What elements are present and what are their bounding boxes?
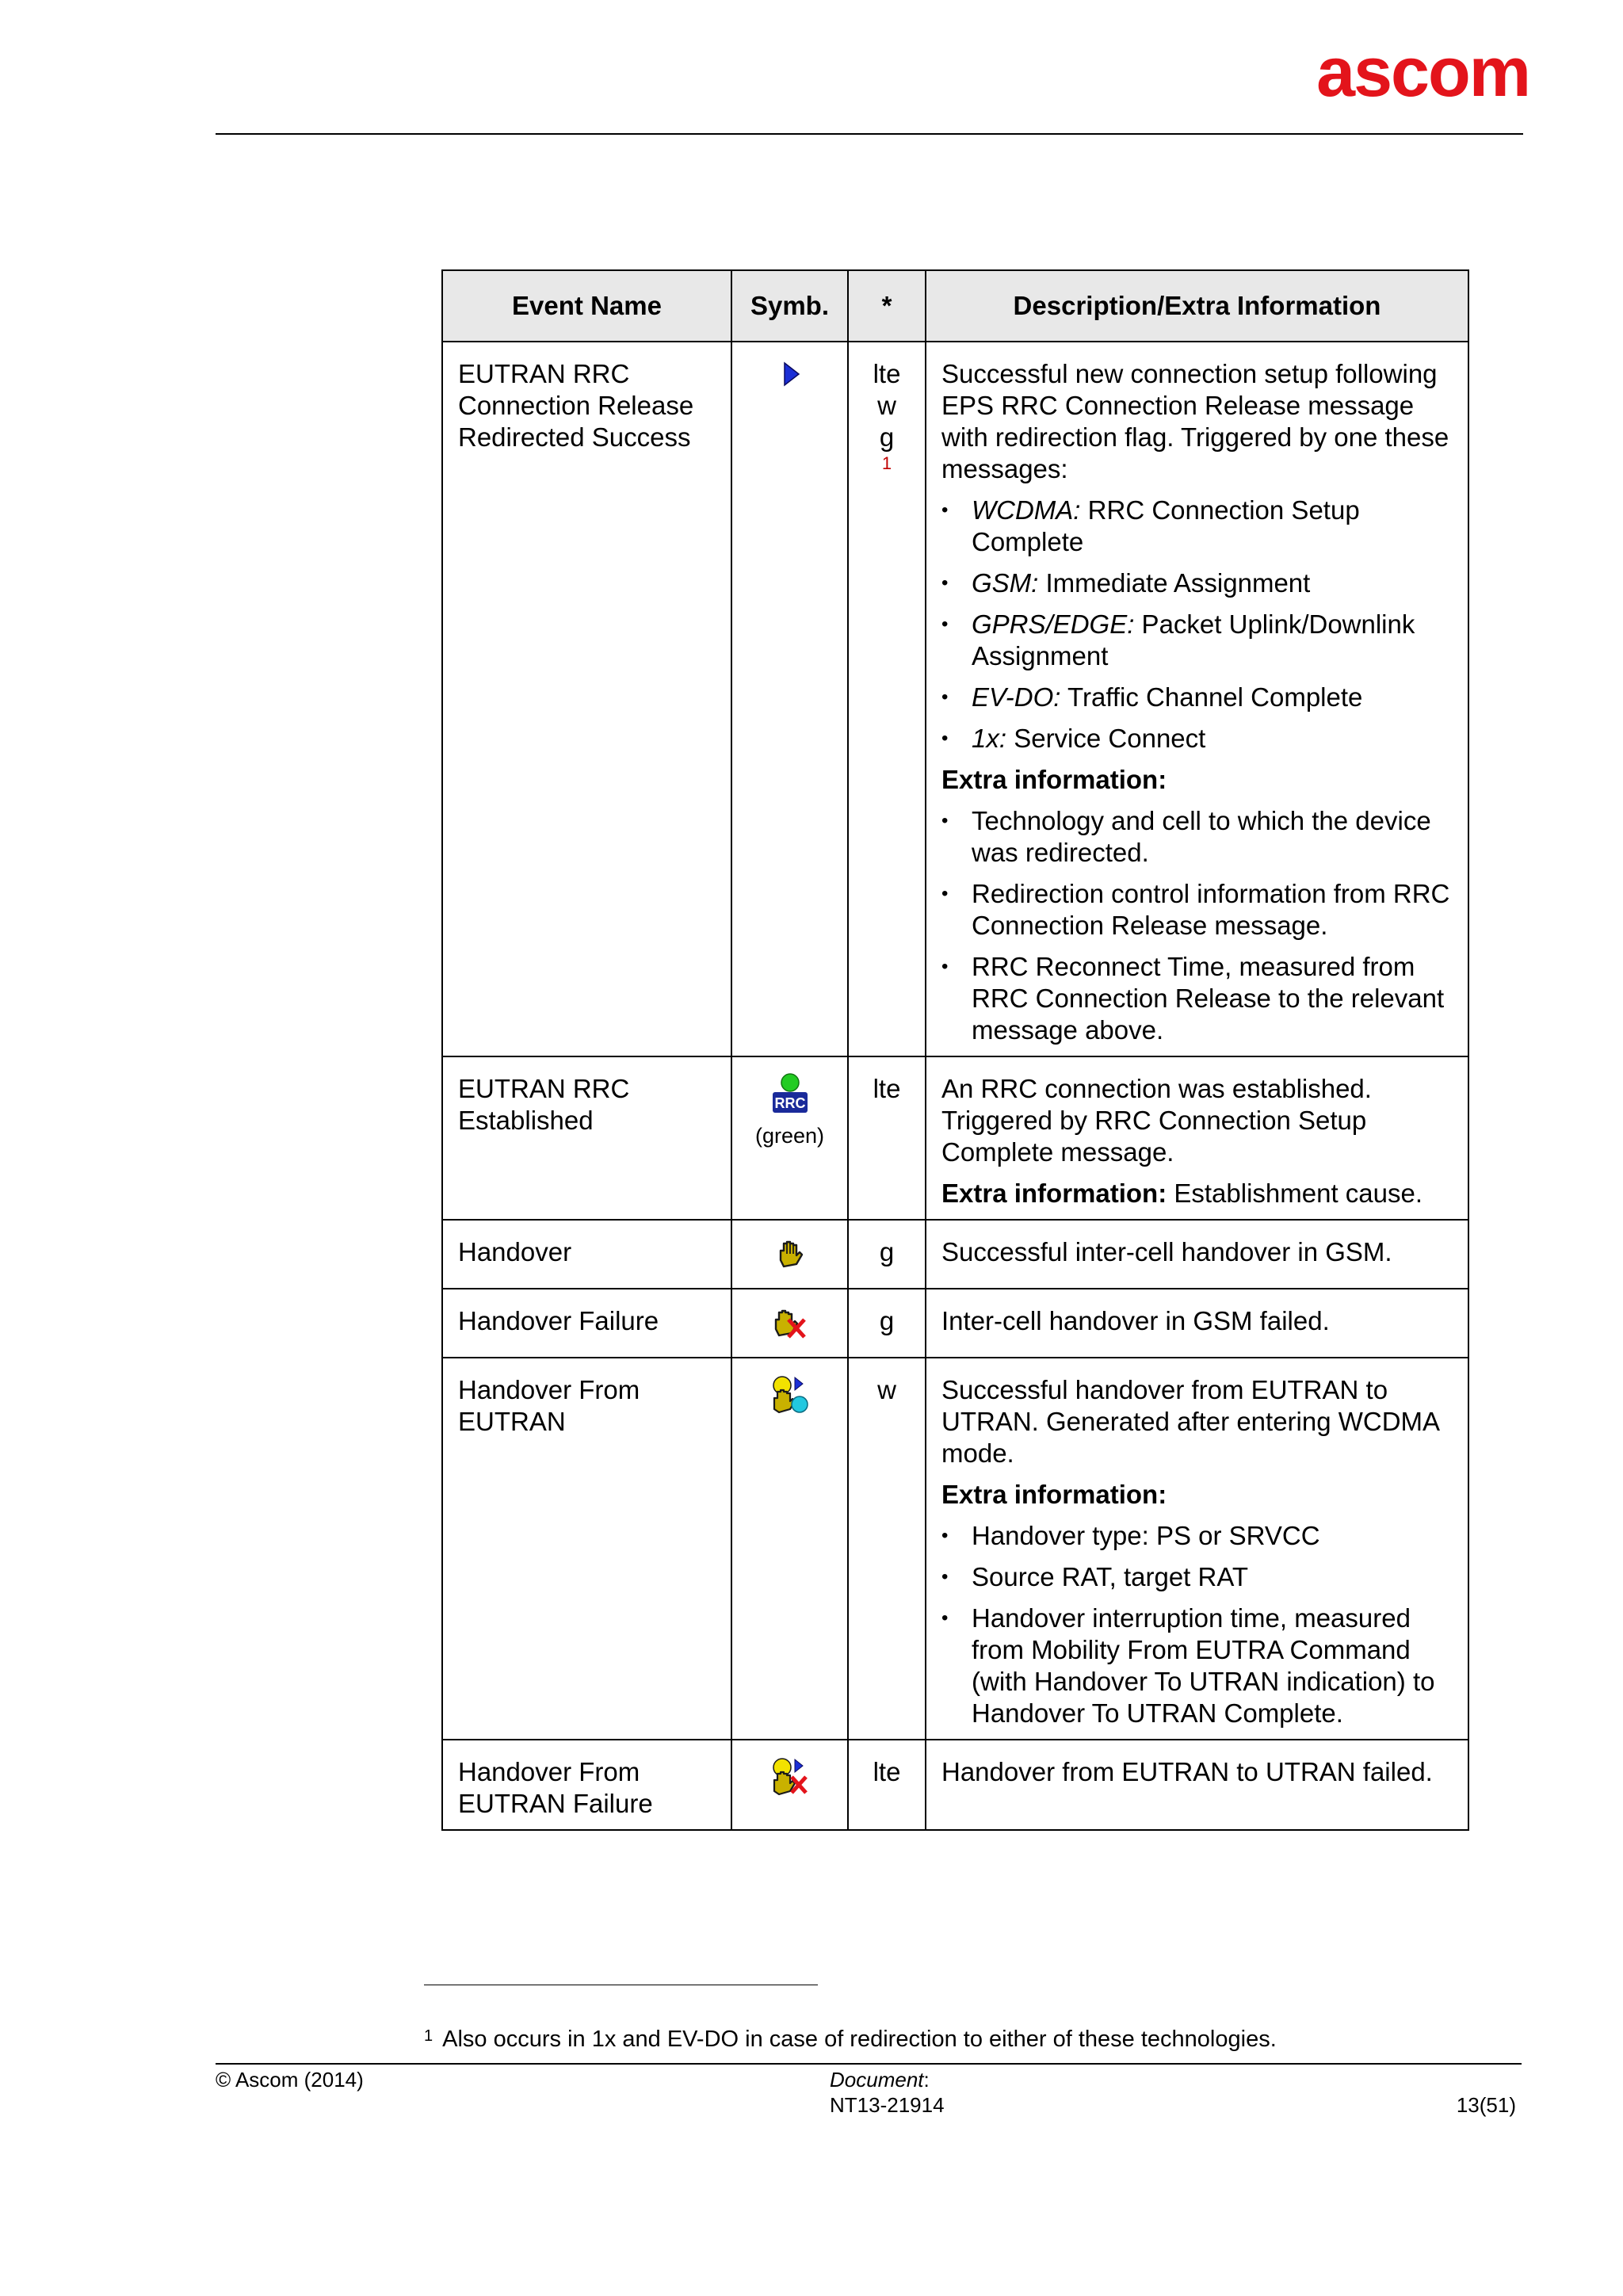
event-description: Inter-cell handover in GSM failed. xyxy=(926,1289,1468,1358)
page-number: 13(51) xyxy=(1456,2093,1516,2117)
event-description: Successful new connection setup following EPS RRC Connection Release message with redirection flag. Triggered by one these messages: • WCDMA: RRC Connection Setup Complete • GSM: Immediate Assignment • GPRS/EDGE: Packet Uplink/Downlink Assignment • EV-DO: Traffic Channel Complete • 1x: Service Connect Extra information: • Technology and cell to which the device was redirected. • Redirection control information from RRC Connection Release message. • RRC Reconnect Time, measured from RRC Connection Release to the relevant message above. xyxy=(926,342,1468,1056)
list-item: • Source RAT, target RAT xyxy=(941,1562,1249,1591)
symbol-color-note: (green) xyxy=(754,1124,825,1148)
event-name: Handover Failure xyxy=(442,1289,731,1358)
technology-flags: lte w g 1 xyxy=(848,342,926,1056)
extra-info-label: Extra information: xyxy=(941,1480,1167,1509)
table-row xyxy=(442,1289,1468,1358)
footnote-reference[interactable]: 1 xyxy=(881,453,892,473)
document-number: NT13-21914 xyxy=(830,2093,945,2117)
list-item: • WCDMA: RRC Connection Setup Complete xyxy=(941,495,1360,556)
hand-icon xyxy=(773,1236,808,1271)
event-name: EUTRAN RRC Connection Release Redirected Success xyxy=(442,342,731,1056)
list-item: • 1x: Service Connect xyxy=(941,724,1206,753)
blue-triangle-right-icon xyxy=(778,358,802,390)
rrc-green-icon xyxy=(771,1073,809,1116)
list-item: • GSM: Immediate Assignment xyxy=(941,568,1311,598)
event-description: Successful handover from EUTRAN to UTRAN. Generated after entering WCDMA mode. Extra information: • Handover type: PS or SRVCC • Source RAT, target RAT • Handover interruption time, measured from Mobility From EUTRA Command (with Handover To UTRAN indication) to Handover To UTRAN Complete. xyxy=(926,1358,1468,1740)
footer-document: Document: NT13-21914 xyxy=(830,2068,945,2117)
list-item: • Redirection control information from RRC Connection Release message. xyxy=(941,879,1450,940)
event-name: Handover From EUTRAN Failure xyxy=(442,1740,731,1830)
ascom-logo: ascom xyxy=(1316,32,1529,111)
list-item: • Technology and cell to which the device was redirected. xyxy=(941,806,1431,867)
column-header-flag: * xyxy=(848,270,926,342)
table-row xyxy=(442,1358,1468,1740)
event-name: Handover xyxy=(442,1220,731,1289)
technology-flags: w xyxy=(848,1358,926,1740)
technology-flags: g xyxy=(848,1220,926,1289)
extra-info-label: Extra information: xyxy=(941,765,1167,794)
trigger-message-list xyxy=(941,495,1453,755)
list-item: • Handover interruption time, measured from Mobility From EUTRA Command (with Handover To UTRAN indication) to Handover To UTRAN Complete. xyxy=(941,1603,1435,1728)
event-name: Handover From EUTRAN xyxy=(442,1358,731,1740)
event-description: Successful inter-cell handover in GSM. xyxy=(926,1220,1468,1289)
svg-text:RRC: RRC xyxy=(774,1095,805,1111)
hand-red-x-icon xyxy=(771,1305,809,1340)
list-item: • EV-DO: Traffic Channel Complete xyxy=(941,682,1363,712)
table-row xyxy=(442,342,1468,1056)
list-item: • Handover type: PS or SRVCC xyxy=(941,1521,1320,1550)
column-header-event-name: Event Name xyxy=(442,270,731,342)
footer-rule xyxy=(216,2063,1522,2065)
extra-info-list xyxy=(941,1520,1453,1729)
event-description: An RRC connection was established. Triggered by RRC Connection Setup Complete message. Extra information: Establishment cause. xyxy=(926,1056,1468,1220)
event-description: Handover from EUTRAN to UTRAN failed. xyxy=(926,1740,1468,1830)
list-item: • GPRS/EDGE: Packet Uplink/Downlink Assignment xyxy=(941,609,1415,670)
handover-eutran-icon xyxy=(769,1374,811,1415)
extra-info-label: Extra information: xyxy=(941,1179,1167,1208)
footer-copyright: © Ascom (2014) xyxy=(216,2068,364,2092)
footnote: $^1$ Also occurs in 1x and EV-DO in case of redirection to either of these technologies. xyxy=(424,2027,1277,2052)
handover-eutran-failure-icon xyxy=(769,1756,811,1797)
column-header-description: Description/Extra Information xyxy=(926,270,1468,342)
list-item: • RRC Reconnect Time, measured from RRC Connection Release to the relevant message above. xyxy=(941,952,1445,1045)
table-row xyxy=(442,1740,1468,1830)
technology-flags: g xyxy=(848,1289,926,1358)
extra-info-list xyxy=(941,805,1453,1046)
column-header-symbol: Symb. xyxy=(731,270,848,342)
technology-flags: lte xyxy=(848,1056,926,1220)
event-name: EUTRAN RRC Established xyxy=(442,1056,731,1220)
table-row xyxy=(442,1056,1468,1220)
technology-flags: lte xyxy=(848,1740,926,1830)
table-header-row xyxy=(442,270,1468,342)
table-row xyxy=(442,1220,1468,1289)
header-rule xyxy=(216,133,1523,135)
events-table xyxy=(441,269,1469,1831)
